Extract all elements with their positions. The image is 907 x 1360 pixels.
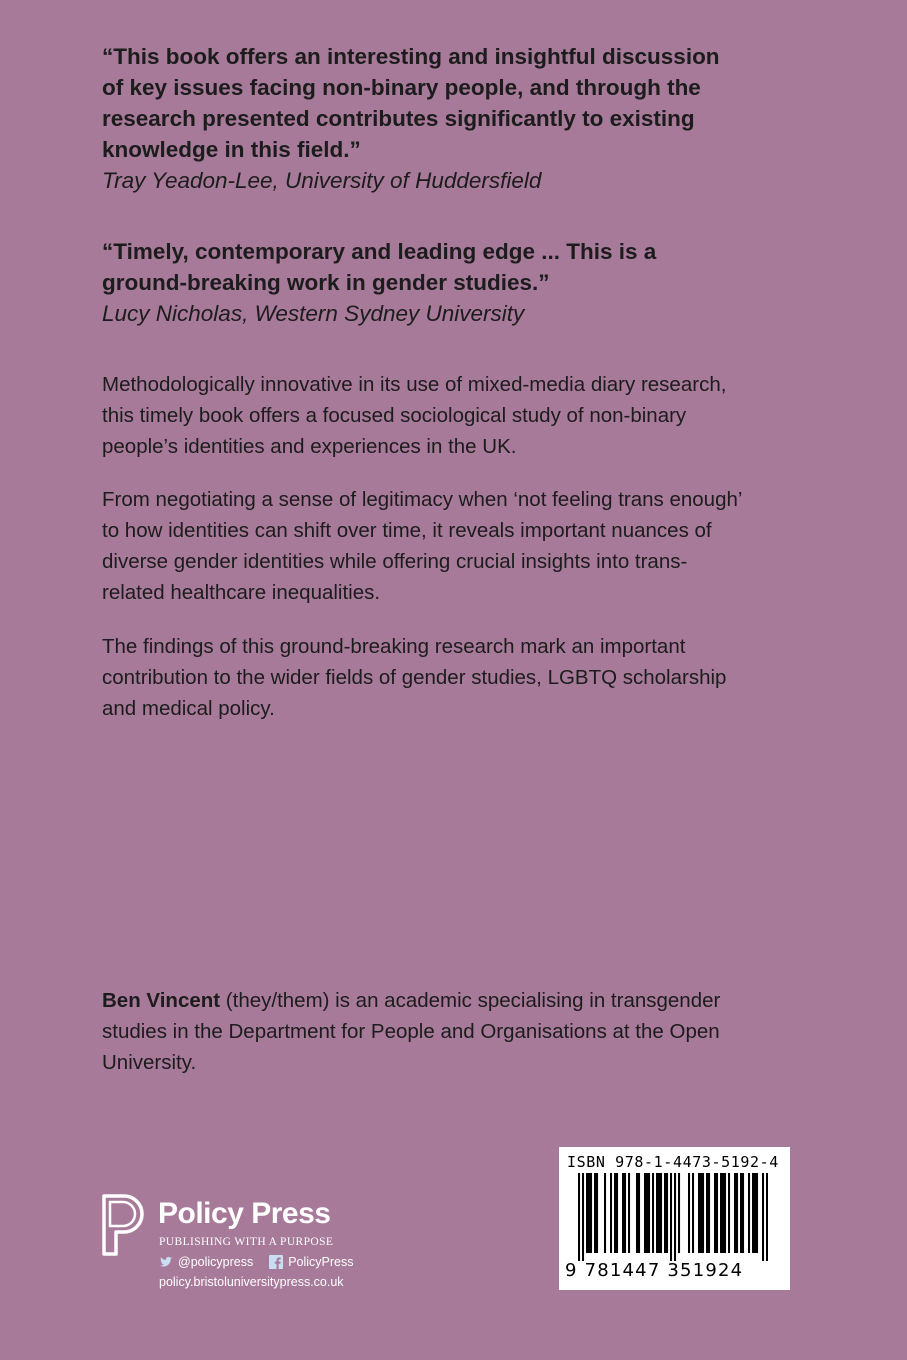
quote-text: “Timely, contemporary and leading edge ... This is a ground-breaking work in gender studies.” (102, 239, 657, 295)
barcode-bar (664, 1173, 666, 1253)
barcode-bar (614, 1173, 616, 1253)
barcode-bar (728, 1173, 730, 1253)
endorsement-quote-2 (102, 236, 742, 329)
isbn-label: ISBN 978-1-4473-5192-4 (567, 1153, 779, 1171)
barcode-bar (754, 1173, 756, 1253)
barcode-bar (646, 1173, 648, 1253)
facebook-icon (269, 1255, 283, 1269)
barcode-bar (706, 1173, 708, 1253)
barcode-bar (656, 1173, 658, 1253)
twitter-icon (159, 1255, 173, 1269)
barcode-bar (740, 1173, 742, 1253)
barcode-digits: 9 781447 351924 (565, 1260, 744, 1281)
barcode-bar (748, 1173, 750, 1253)
barcode-bar (734, 1173, 736, 1253)
barcode-bar (692, 1173, 694, 1253)
barcode-bar (644, 1173, 646, 1253)
barcode-bar (736, 1173, 738, 1253)
barcode-bar (722, 1173, 724, 1253)
barcode-bar (590, 1173, 592, 1253)
quote-attribution: Tray Yeadon-Lee, University of Huddersfield (102, 168, 542, 193)
description-paragraph-3: The findings of this ground-breaking research mark an important contribution to the wider fields of gender studies, LGBTQ scholarship and medical policy. (102, 635, 727, 720)
barcode-bar (622, 1173, 624, 1253)
quote-attribution: Lucy Nicholas, Western Sydney University (102, 301, 525, 326)
barcode-bar (604, 1173, 606, 1253)
barcode-bar (660, 1173, 662, 1253)
publisher-tagline: PUBLISHING WITH A PURPOSE (159, 1236, 334, 1248)
barcode-bar (766, 1173, 768, 1261)
barcode-bar (716, 1173, 718, 1253)
barcode-bar (756, 1173, 758, 1253)
barcode-bar (666, 1173, 668, 1253)
barcode-bar (658, 1173, 660, 1253)
barcode-bar (588, 1173, 590, 1253)
isbn-barcode (559, 1147, 790, 1290)
barcode-bar (720, 1173, 722, 1253)
barcode-bar (594, 1173, 596, 1253)
publisher-name: Policy Press (158, 1197, 331, 1230)
publisher-url: policy.bristoluniversitypress.co.uk (159, 1275, 344, 1289)
barcode-bar (724, 1173, 726, 1253)
barcode-bar (638, 1173, 640, 1253)
barcode-bar (616, 1173, 618, 1253)
barcode-bars (578, 1173, 768, 1261)
barcode-bar (688, 1173, 690, 1253)
author-name: Ben Vincent (102, 989, 221, 1012)
barcode-bar (582, 1173, 584, 1261)
barcode-bar (714, 1173, 716, 1253)
endorsement-quote-1 (102, 41, 742, 196)
barcode-bar (636, 1173, 638, 1253)
author-bio (102, 985, 742, 1078)
barcode-bar (698, 1173, 700, 1253)
description-paragraph-1: Methodologically innovative in its use of mixed-media diary research, this timely book offers a focused sociological study of non-binary people’s identities and experiences in the UK. (102, 373, 727, 458)
publisher-social (159, 1254, 354, 1270)
barcode-bar (752, 1173, 754, 1253)
barcode-bar (674, 1173, 676, 1261)
barcode-bar (648, 1173, 650, 1253)
barcode-bar (702, 1173, 704, 1253)
barcode-bar (596, 1173, 598, 1253)
barcode-bar (742, 1173, 744, 1253)
barcode-bar (700, 1173, 702, 1253)
barcode-bar (578, 1173, 580, 1261)
barcode-bar (624, 1173, 626, 1253)
barcode-bar (628, 1173, 630, 1253)
description-paragraph-2: From negotiating a sense of legitimacy when ‘not feeling trans enough’ to how identities can shift over time, it reveals important nuances of diverse gender identities while offering crucial insights into trans-related healthcare inequalities. (102, 488, 742, 604)
policy-press-logo-icon (100, 1192, 148, 1258)
quote-text: “This book offers an interesting and insightful discussion of key issues facing non-binary people, and through the research presented contributes significantly to existing knowledge in this field.” (102, 44, 720, 162)
barcode-bar (610, 1173, 612, 1253)
barcode-bar (708, 1173, 710, 1253)
barcode-bar (678, 1173, 680, 1253)
author-bio-text: (they/them) is an academic specialising in transgender studies in the Department for People and Organisations at the Open University. (102, 989, 721, 1074)
barcode-bar (652, 1173, 654, 1253)
barcode-bar (670, 1173, 672, 1261)
twitter-handle: @policypress (178, 1255, 254, 1269)
barcode-bar (586, 1173, 588, 1253)
facebook-handle: PolicyPress (288, 1255, 354, 1269)
barcode-bar (762, 1173, 764, 1261)
